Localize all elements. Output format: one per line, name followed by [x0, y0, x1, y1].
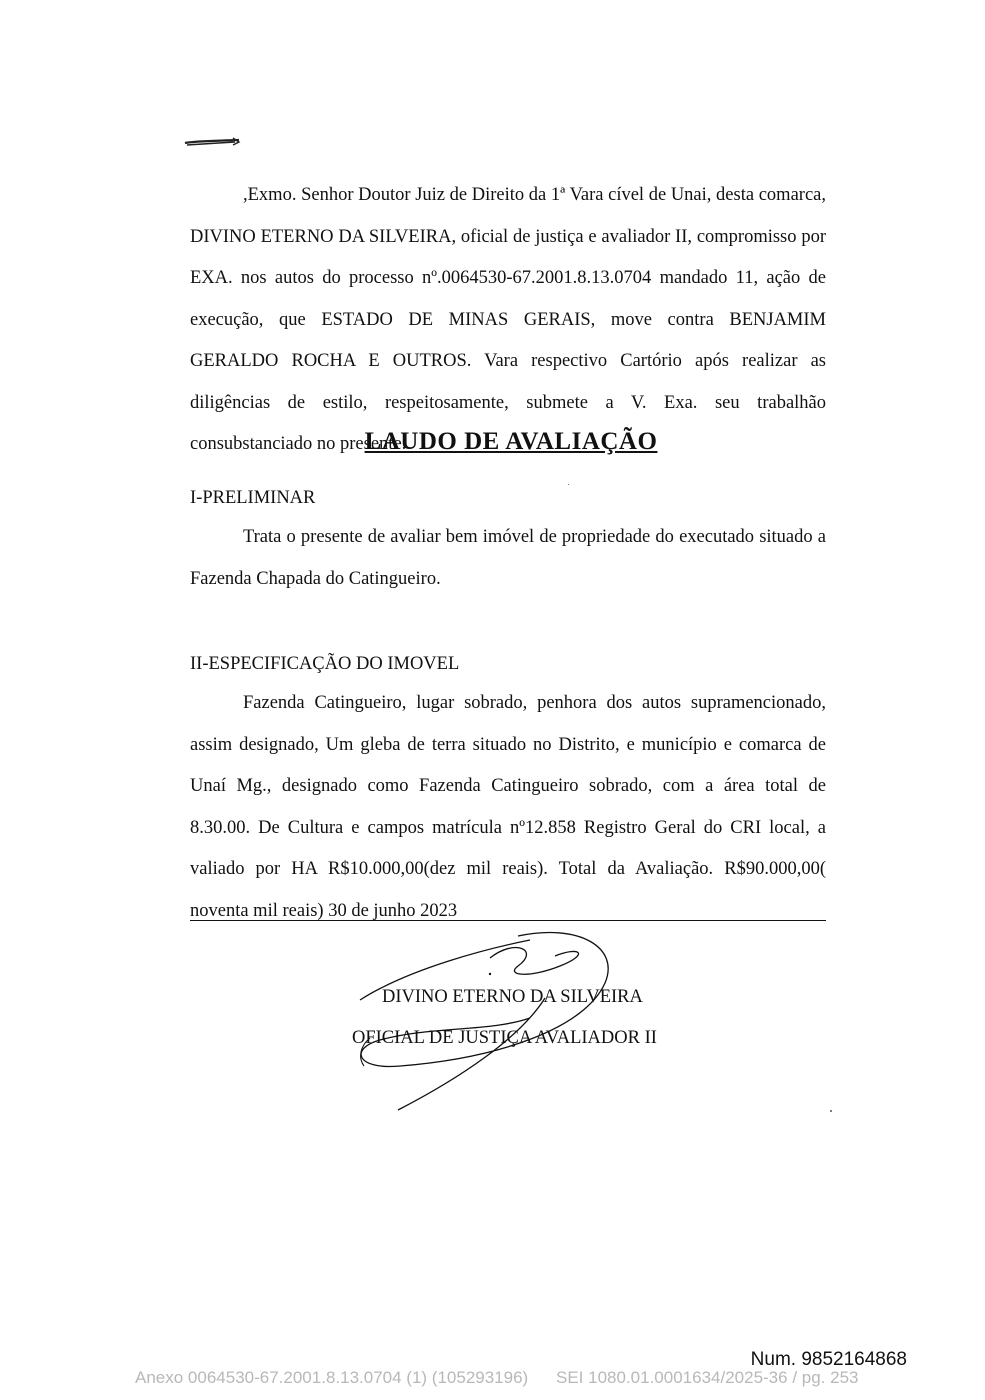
scan-speck — [830, 1110, 832, 1112]
signature-divider — [190, 920, 826, 921]
section-preliminar-text: Trata o presente de avaliar bem imóvel de propriedade do executado situado a Fazenda Chapada do Catingueiro. — [190, 527, 826, 589]
document-number: Num. 9852164868 — [750, 1349, 907, 1370]
scan-speck — [568, 484, 569, 485]
handwritten-signature — [340, 928, 640, 1118]
signer-role: OFICIAL DE JUSTIÇA AVALIADOR II — [352, 1028, 657, 1048]
annex-reference: Anexo 0064530-67.2001.8.13.0704 (1) (105293196) — [135, 1368, 529, 1387]
section-especificacao-text: Fazenda Catingueiro, lugar sobrado, penhora dos autos supramencionado, assim designado, Um gleba de terra situado no Distrito, e município e comarca de Unaí Mg., designado como Fazenda Catingueiro sobrado, com a área total de 8.30.00. De Cultura e campos matrícula nº12.858 Registro Geral do CRI local, a valiado por HA R$10.000,00(dez mil reais). Total da Avaliação. R$90.000,00( noventa mil reais) 30 de junho 2023 — [190, 693, 826, 921]
intro-paragraph: ,Exmo. Senhor Doutor Juiz de Direito da 1ª Vara cível de Unai, desta comarca, DIVINO ETERNO DA SILVEIRA, oficial de justiça e avaliador II, compromisso por EXA. nos autos do processo nº.0064530-67.2001.8.13.0704 mandado 11, ação de execução, que ESTADO DE MINAS GERAIS, move contra BENJAMIM GERALDO ROCHA E OUTROS. Vara respectivo Cartório após realizar as diligências de estilo, respeitosamente, submete a V. Exa. seu trabalhão consubstanciado no presente. — [190, 185, 826, 454]
document-title: LAUDO DE AVALIAÇÃO — [364, 428, 658, 455]
signer-name: DIVINO ETERNO DA SILVEIRA — [382, 987, 643, 1007]
section-especificacao-heading: II-ESPECIFICAÇÃO DO IMOVEL — [190, 654, 460, 674]
scan-mark — [183, 134, 243, 148]
section-preliminar-heading: I-PRELIMINAR — [190, 488, 316, 508]
sei-reference: SEI 1080.01.0001634/2025-36 / pg. 253 — [556, 1368, 859, 1387]
